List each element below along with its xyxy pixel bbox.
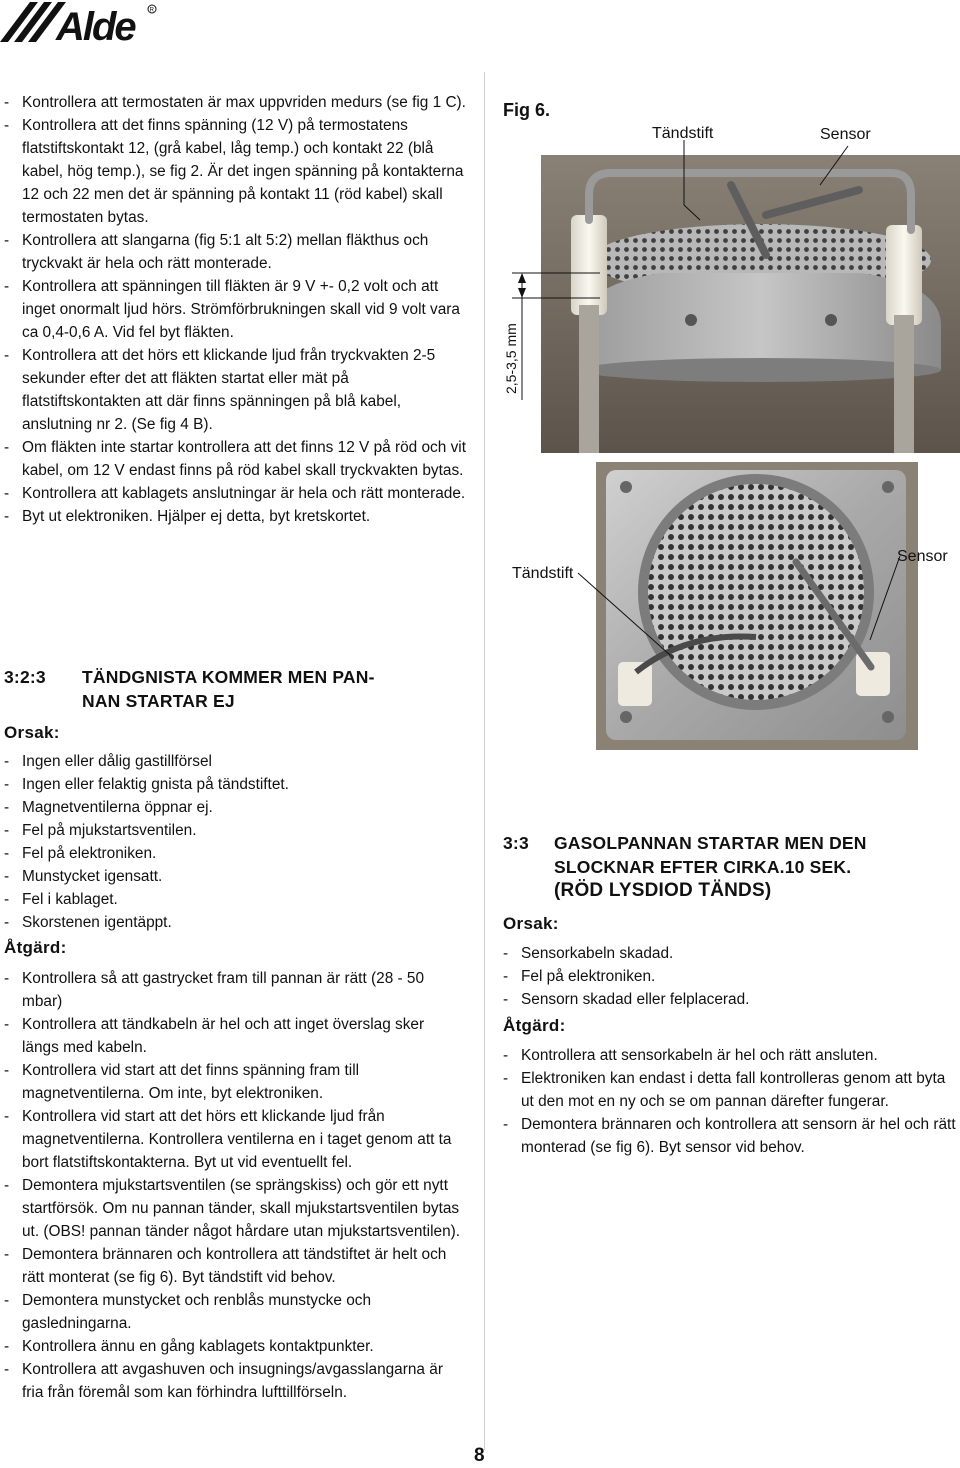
list-item: - Kontrollera att termostaten är max uppvriden medurs (se fig 1 C). xyxy=(4,91,469,114)
caption-top-ignition-electrode: Tändstift xyxy=(652,125,714,142)
list-item: - Kontrollera att det finns spänning (12 V) på termostatens flatstiftskontakt 12, (grå kabel, låg temp.) och kontakt 22 (blå kabel, hög temp.), se fig 2. Är det ingen spänning på kontakterna 12 och 22 men det är spänning på kontakt 11 (röd kabel) skall termostaten bytas. xyxy=(4,114,469,229)
list-item: - Demontera munstycket och renblås munstycke och gasledningarna. xyxy=(4,1289,464,1335)
list-item: - Ingen eller dålig gastillförsel xyxy=(4,750,469,773)
page-number: 8 xyxy=(474,1445,485,1466)
list-item: - Sensorn skadad eller felplacerad. xyxy=(503,988,953,1011)
action-list xyxy=(4,967,464,1404)
cause-label: Orsak: xyxy=(503,914,559,933)
list-item: - Sensorkabeln skadad. xyxy=(503,942,953,965)
action-label: Åtgärd: xyxy=(4,938,67,957)
cause-list xyxy=(4,750,469,934)
list-item: - Skorstenen igentäppt. xyxy=(4,911,469,934)
list-item: - Demontera brännaren och kontrollera att tändstiftet är helt och rätt monterat (se fig 6). Byt tändstift vid behov. xyxy=(4,1243,464,1289)
list-item: - Demontera brännaren och kontrollera att sensorn är hel och rätt monterad (se fig 6). Byt sensor vid behov. xyxy=(503,1113,958,1159)
gap-dimension-label: 2,5-3,5 mm xyxy=(503,323,519,394)
cause-list xyxy=(503,942,953,1011)
list-item: - Kontrollera att det hörs ett klickande ljud från tryckvakten 2-5 sekunder efter det att fläkten startat eller mät på flatstiftskontakten att där finns spänningen på blå kabel, anslutning nr 2. (Se fig 4 B). xyxy=(4,344,469,436)
section-title-line-2: SLOCKNAR EFTER CIRKA.10 SEK. xyxy=(554,857,852,877)
section-title-line-3: (RÖD LYSDIOD TÄNDS) xyxy=(554,880,772,901)
caption-bottom-ignition-electrode: Tändstift xyxy=(512,565,574,582)
list-item: - Ingen eller felaktig gnista på tändstiftet. xyxy=(4,773,469,796)
cause-label: Orsak: xyxy=(4,723,60,742)
brand-wordmark: Alde xyxy=(56,5,135,48)
section-title-line-1: GASOLPANNAN STARTAR MEN DEN xyxy=(554,833,867,853)
section-number: 3:2:3 xyxy=(4,667,46,687)
list-item: - Demontera mjukstartsventilen (se sprängskiss) och gör ett nytt startförsök. Om nu pannan tänder, skall mjukstartsventilen bytas ut. (OBS! pannan tänder något hårdare utan mjukstartsventilen). xyxy=(4,1174,464,1243)
list-item: - Kontrollera ännu en gång kablagets kontaktpunkter. xyxy=(4,1335,464,1358)
list-item: - Elektroniken kan endast i detta fall kontrolleras genom att byta ut den mot en ny och se om pannan därefter fungerar. xyxy=(503,1067,958,1113)
action-list xyxy=(503,1044,958,1159)
section-title-line-1: TÄNDGNISTA KOMMER MEN PAN- xyxy=(82,667,375,687)
list-item: - Fel på mjukstartsventilen. xyxy=(4,819,469,842)
list-item: - Om fläkten inte startar kontrollera att det finns 12 V på röd och vit kabel, om 12 V endast finns på röd kabel skall tryckvakten bytas. xyxy=(4,436,469,482)
list-item: - Kontrollera att tändkabeln är hel och att inget överslag sker längs med kabeln. xyxy=(4,1013,464,1059)
list-item: - Kontrollera att avgashuven och insugnings/avgasslangarna är fria från föremål som kan förhindra lufttillförseln. xyxy=(4,1358,464,1404)
list-item: - Kontrollera att sensorkabeln är hel och rätt ansluten. xyxy=(503,1044,958,1067)
svg-text:R: R xyxy=(149,7,154,14)
list-item: - Kontrollera att spänningen till fläkten är 9 V +- 0,2 volt och att inget onormalt ljud hörs. Strömförbrukningen skall vid 9 volt vara ca 0,4-0,6 A. Vid fel byt fläkten. xyxy=(4,275,469,344)
section-number: 3:3 xyxy=(503,833,529,853)
list-item: - Fel på elektroniken. xyxy=(4,842,469,865)
caption-bottom-sensor: Sensor xyxy=(897,548,948,565)
list-item: - Kontrollera att kablagets anslutningar är hela och rätt monterade. xyxy=(4,482,469,505)
list-item: - Kontrollera så att gastrycket fram till pannan är rätt (28 - 50 mbar) xyxy=(4,967,464,1013)
list-item: - Munstycket igensatt. xyxy=(4,865,469,888)
section-title-line-2: NAN STARTAR EJ xyxy=(82,691,235,711)
list-item: - Kontrollera vid start att det hörs ett klickande ljud från magnetventilerna. Kontrollera ventilerna en i taget genom att ta bort flatstiftskontakterna. Byt ut vid eventuellt fel. xyxy=(4,1105,464,1174)
action-label: Åtgärd: xyxy=(503,1016,566,1035)
list-item: - Byt ut elektroniken. Hjälper ej detta, byt kretskortet. xyxy=(4,505,469,528)
caption-top-sensor: Sensor xyxy=(820,126,871,143)
list-item: - Kontrollera att slangarna (fig 5:1 alt 5:2) mellan fläkthus och tryckvakt är hela och rätt monterade. xyxy=(4,229,469,275)
figure-label: Fig 6. xyxy=(503,100,551,120)
list-item: - Fel på elektroniken. xyxy=(503,965,953,988)
list-item: - Kontrollera vid start att det finns spänning fram till magnetventilerna. Om inte, byt elektroniken. xyxy=(4,1059,464,1105)
list-item: - Fel i kablaget. xyxy=(4,888,469,911)
list-item: - Magnetventilerna öppnar ej. xyxy=(4,796,469,819)
